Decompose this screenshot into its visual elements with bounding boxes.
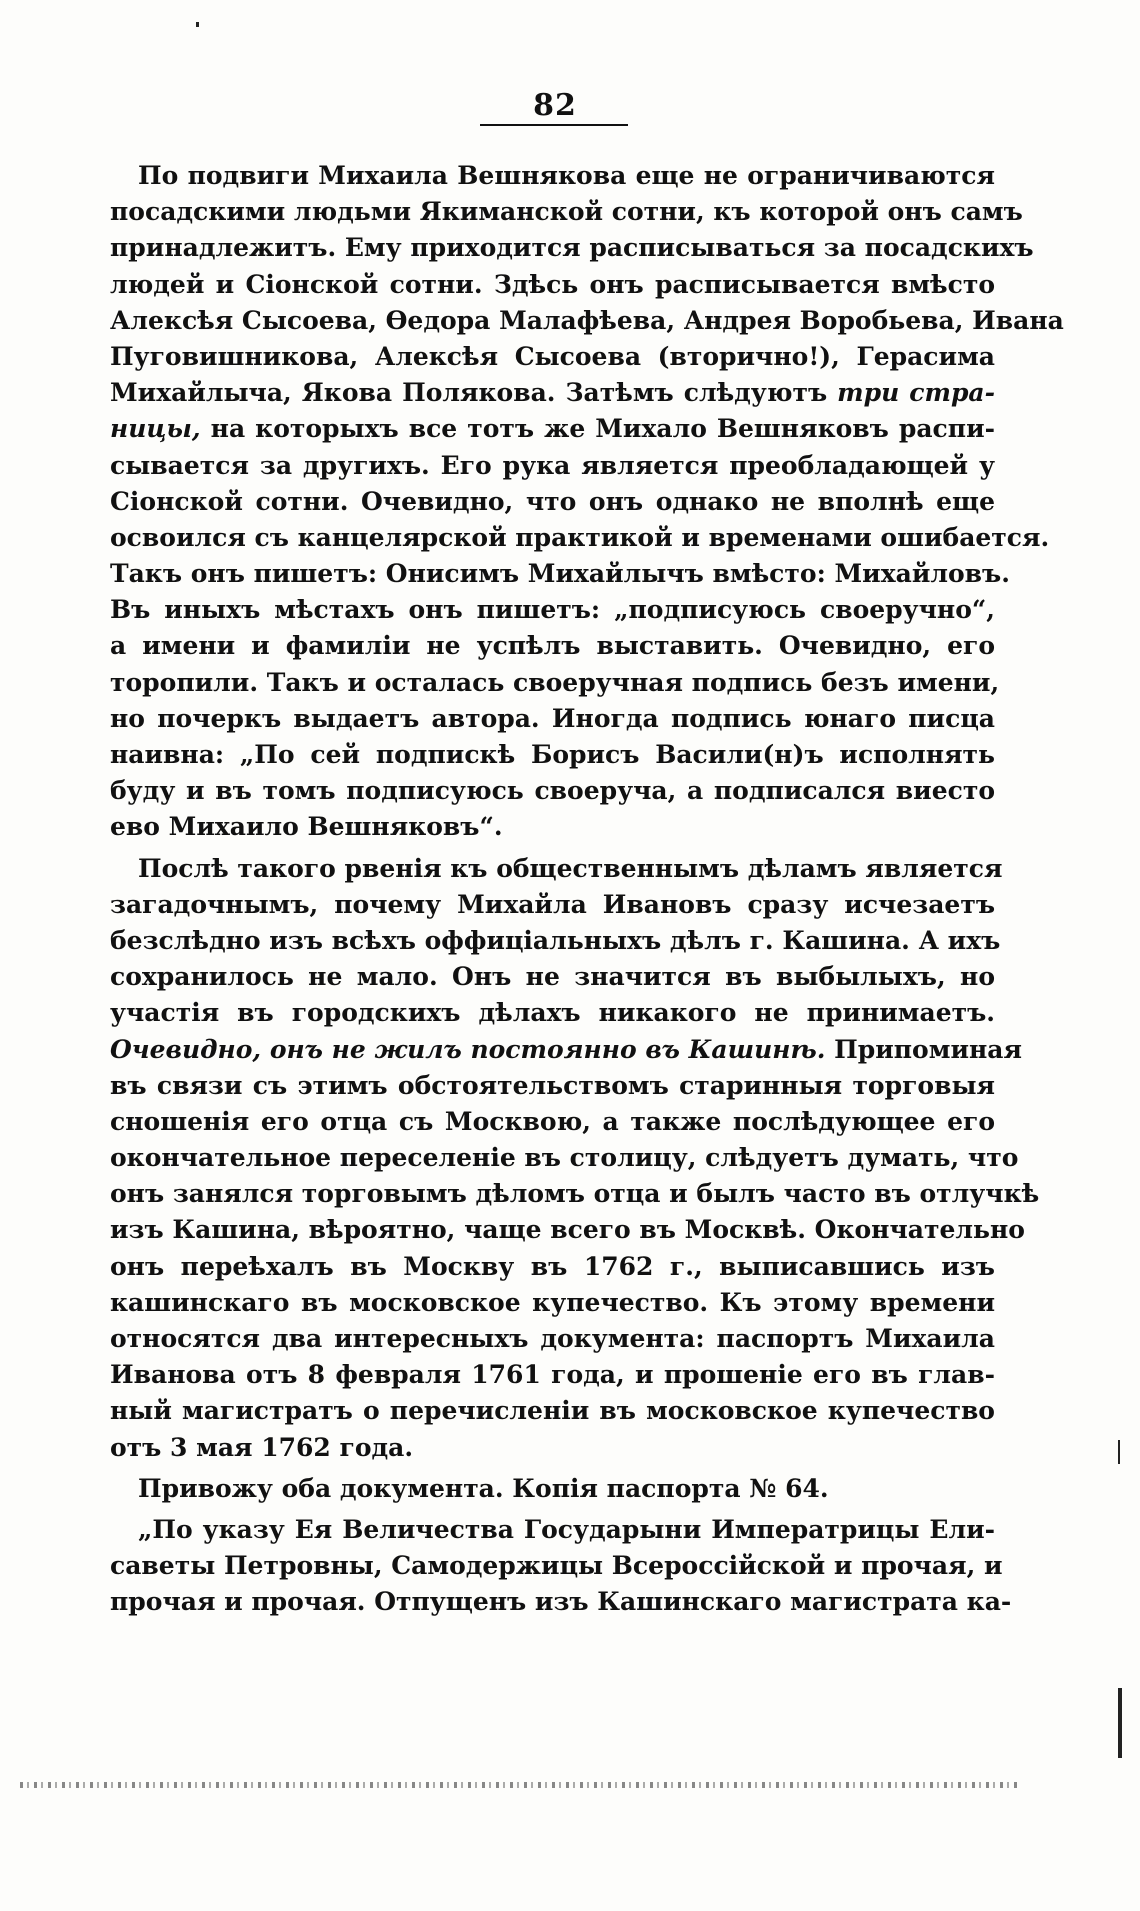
right-edge-mark <box>1118 1440 1120 1464</box>
text-segment: Припоминая <box>825 1034 1022 1064</box>
text-line <box>110 411 995 447</box>
paragraph-1 <box>110 158 1064 846</box>
text-line: окончательное переселеніе въ столицу, слѣдуетъ думать, что <box>110 1143 1019 1173</box>
text-line: Въ иныхъ мѣстахъ онъ пишетъ: „подписуюсь своеручно“, <box>110 595 995 625</box>
text-line: Привожу оба документа. Копія паспорта № 64. <box>138 1473 829 1503</box>
text-line: Такъ онъ пишетъ: Онисимъ Михайлычъ вмѣсто: Михайловъ. <box>110 559 1010 589</box>
text-line: а имени и фамиліи не успѣлъ выставить. Очевидно, его <box>110 631 995 661</box>
italic-segment: ницы, <box>110 414 201 444</box>
paragraph-2 <box>110 851 1040 1466</box>
text-line: Алексѣя Сысоева, Өедора Малафѣева, Андрея Воробьева, Ивана <box>110 305 1064 335</box>
paragraph-3 <box>110 1471 995 1507</box>
italic-segment: Очевидно, онъ не жилъ постоянно въ Кашинѣ. <box>110 1034 826 1064</box>
body-text <box>110 158 1064 1621</box>
text-line: наивна: „По сей подпискѣ Борисъ Васили(н)ъ исполнять <box>110 740 995 769</box>
text-line: Послѣ такого рвенія къ общественнымъ дѣламъ является <box>138 853 1003 883</box>
text-line: принадлежитъ. Ему приходится расписываться за посадскихъ <box>110 233 1034 263</box>
scan-noise <box>20 1782 1020 1788</box>
text-line: ево Михаило Вешняковъ“. <box>110 812 503 842</box>
text-line: буду и въ томъ подписуюсь своеруча, а подписался виесто <box>110 776 995 806</box>
text-line: сношенія его отца съ Москвою, а также послѣдующее его <box>110 1106 995 1136</box>
text-line: изъ Кашина, вѣроятно, чаще всего въ Москвѣ. Окончательно <box>110 1215 1025 1245</box>
text-line: По подвиги Михаила Вешнякова еще не ограничиваются <box>138 161 995 190</box>
italic-segment: три стра- <box>837 378 995 408</box>
text-segment: на которыхъ все тотъ же Михало Вешняковъ распи- <box>200 414 995 444</box>
text-line <box>110 375 995 411</box>
text-line: Пуговишникова, Алексѣя Сысоева (вторично!), Герасима <box>110 341 995 371</box>
header-rule <box>480 124 628 126</box>
text-line: безслѣдно изъ всѣхъ оффиціальныхъ дѣлъ г. Кашина. А ихъ <box>110 925 1001 955</box>
text-line: загадочнымъ, почему Михайла Ивановъ сразу исчезаетъ <box>110 889 995 919</box>
right-edge-mark <box>1118 1688 1122 1758</box>
paragraph-4 <box>110 1512 1012 1621</box>
text-line: въ связи съ этимъ обстоятельствомъ старинныя торговыя <box>110 1070 995 1100</box>
text-line: сывается за другихъ. Его рука является преобладающей у <box>110 450 995 480</box>
left-edge-dot <box>196 22 199 27</box>
text-line: посадскими людьми Якиманской сотни, къ которой онъ самъ <box>110 197 1023 227</box>
text-line: людей и Сіонской сотни. Здѣсь онъ расписывается вмѣсто <box>110 269 995 299</box>
page-number: 82 <box>533 88 577 123</box>
text-segment: Михайлыча, Якова Полякова. Затѣмъ слѣдуютъ <box>110 378 838 408</box>
text-line: но почеркъ выдаетъ автора. Иногда подпись юнаго писца <box>110 703 995 733</box>
text-line: участія въ городскихъ дѣлахъ никакого не принимаетъ. <box>110 998 995 1028</box>
text-line: Сіонской сотни. Очевидно, что онъ однако не вполнѣ еще <box>110 486 995 516</box>
text-line: торопили. Такъ и осталась своеручная подпись безъ имени, <box>110 667 1000 697</box>
text-line: освоился съ канцелярской практикой и временами ошибается. <box>110 522 1050 552</box>
text-line: онъ переѣхалъ въ Москву въ 1762 г., выписавшись изъ <box>110 1251 995 1281</box>
text-line: онъ занялся торговымъ дѣломъ отца и былъ часто въ отлучкѣ <box>110 1179 1040 1209</box>
text-line <box>110 1032 1022 1068</box>
text-line: сохранилось не мало. Онъ не значится въ выбылыхъ, но <box>110 962 995 992</box>
text-line: „По указу Ея Величества Государыни Императрицы Ели- <box>138 1514 995 1544</box>
text-line: ный магистратъ о перечисленіи въ московское купечество <box>110 1396 995 1426</box>
text-line: отъ 3 мая 1762 года. <box>110 1432 414 1462</box>
text-line: саветы Петровны, Самодержицы Всероссійской и прочая, и <box>110 1551 1003 1581</box>
text-line: кашинскаго въ московское купечество. Къ этому времени <box>110 1287 995 1317</box>
text-line: прочая и прочая. Отпущенъ изъ Кашинскаго магистрата ка- <box>110 1587 1012 1617</box>
text-line: относятся два интересныхъ документа: паспортъ Михаила <box>110 1324 995 1353</box>
text-line: Иванова отъ 8 февраля 1761 года, и прошеніе его въ глав- <box>110 1360 995 1390</box>
